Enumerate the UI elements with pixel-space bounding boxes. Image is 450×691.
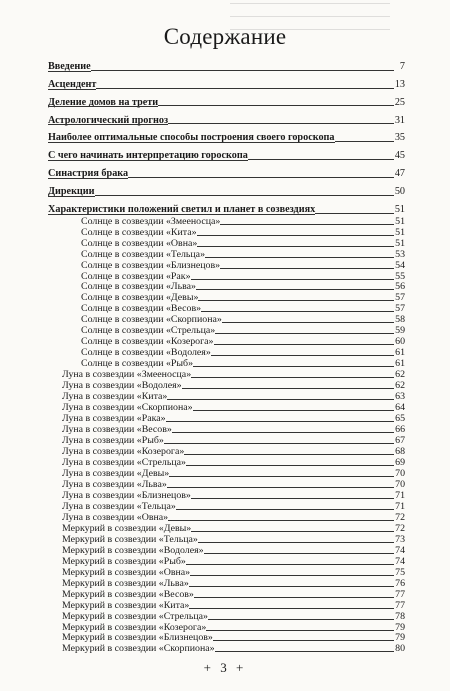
toc-leader [220, 268, 394, 269]
toc-page-number: 51 [394, 204, 405, 215]
toc-main-entry[interactable] [48, 150, 405, 162]
toc-page-number: 80 [395, 643, 405, 655]
toc-page-number: 72 [395, 511, 405, 523]
toc-leader [182, 388, 394, 389]
toc-leader [128, 177, 394, 178]
toc-leader [197, 235, 394, 236]
toc-sub-entry[interactable] [48, 633, 405, 644]
toc-page-number: 71 [395, 500, 405, 512]
toc-page-number: 61 [395, 347, 405, 359]
toc-entry-title: Меркурий в созвездии «Стрельца» [62, 610, 208, 622]
toc-page-number: 68 [395, 446, 405, 457]
toc-page-number: 64 [395, 402, 405, 414]
toc-entry-title: Солнце в созвездии «Весов» [81, 303, 202, 315]
toc-entry-title: Солнце в созвездии «Скорпиона» [81, 314, 222, 326]
toc-entry-title: Меркурий в созвездии «Козерога» [62, 621, 207, 633]
toc-page-number: 50 [394, 186, 405, 198]
toc-sub-entry[interactable] [48, 512, 405, 523]
toc-sub-entry[interactable] [48, 358, 405, 369]
toc-entry-title: Деление домов на трети [48, 96, 159, 108]
toc-leader [214, 344, 395, 345]
toc-page-number: 60 [395, 336, 405, 348]
toc-leader [91, 70, 394, 71]
toc-leader [198, 300, 394, 301]
toc-sub-entry[interactable] [48, 227, 405, 238]
toc-entry-title: Луна в созвездии «Тельца» [62, 500, 176, 512]
toc-page-number: 7 [399, 61, 405, 72]
toc-sub-entry[interactable] [48, 556, 405, 567]
toc-leader [172, 432, 394, 433]
toc-page-number: 70 [395, 467, 405, 479]
toc-sub-entry[interactable] [48, 325, 405, 336]
toc-entry-title: Луна в созвездии «Кита» [62, 391, 168, 403]
toc-entry-title: Луна в созвездии «Близнецов» [62, 489, 191, 501]
toc-entry-title: Меркурий в созвездии «Тельца» [62, 533, 198, 545]
toc-main-entry[interactable] [48, 61, 405, 73]
page-title: Содержание [163, 24, 287, 49]
toc-leader [208, 619, 394, 620]
toc-entry-title: Меркурий в созвездии «Рыб» [62, 555, 186, 567]
toc-sub-entry[interactable] [48, 457, 405, 468]
toc-leader [169, 476, 394, 477]
toc-page-number: 74 [395, 544, 405, 556]
toc-main-entry[interactable] [48, 133, 405, 145]
toc-sub-entry[interactable] [48, 260, 405, 271]
toc-entry-title: Солнце в созвездии «Рак» [81, 270, 191, 282]
toc-entry-title: Дирекции [48, 186, 95, 198]
toc-page-number: 54 [395, 259, 405, 271]
toc-leader [220, 224, 394, 225]
toc-sub-entry[interactable] [48, 424, 405, 435]
toc-leader [189, 586, 394, 587]
toc-page-number: 55 [395, 270, 405, 282]
toc-entry-title: Луна в созвездии «Льва» [62, 478, 167, 490]
toc-leader [167, 399, 394, 400]
toc-page-number: 77 [395, 588, 405, 600]
toc-sub-entry[interactable] [48, 468, 405, 479]
toc-leader [190, 575, 394, 576]
toc-entry-title: Меркурий в созвездии «Весов» [62, 588, 194, 600]
toc-sub-entry[interactable] [48, 490, 405, 501]
toc-entry-title: Меркурий в созвездии «Близнецов» [62, 632, 213, 644]
toc-leader [196, 289, 394, 290]
toc-leader [204, 553, 394, 554]
toc-entry-title: Меркурий в созвездии «Скорпиона» [62, 643, 215, 655]
toc-sub-entry[interactable] [48, 545, 405, 556]
toc-sub-entry[interactable] [48, 501, 405, 512]
toc-page-number: 67 [395, 435, 405, 447]
toc-entry-title: Астрологический прогноз [48, 114, 169, 126]
toc-leader [248, 159, 394, 160]
toc-entry-title: Солнце в созвездии «Козерога» [81, 336, 214, 348]
toc-leader [213, 640, 394, 641]
toc-leader [96, 88, 393, 89]
toc-sub-entry[interactable] [48, 622, 405, 633]
toc-page-number: 78 [395, 610, 405, 622]
toc-page-number: 61 [395, 358, 405, 370]
page-number-footer: + 3 + [203, 660, 247, 675]
toc-entry-title: Солнце в созвездии «Рыб» [81, 358, 194, 370]
toc-page-number: 69 [395, 457, 405, 468]
toc-page-number: 58 [395, 314, 405, 326]
toc-sub-entry[interactable] [48, 567, 405, 578]
toc-page-number: 75 [395, 566, 405, 578]
toc-entry-title: Меркурий в созвездии «Девы» [62, 522, 192, 534]
toc-leader [191, 498, 394, 499]
toc-main-entry[interactable] [48, 204, 405, 216]
toc-entry-title: Луна в созвездии «Водолея» [62, 380, 182, 392]
toc-leader [315, 213, 394, 214]
toc-leader [95, 195, 394, 196]
toc-entry-title: Солнце в созвездии «Овна» [81, 237, 198, 249]
toc-page-number: 79 [395, 632, 405, 644]
toc-leader [206, 630, 394, 631]
toc-sub-entry[interactable] [48, 303, 405, 314]
toc-page-number: 76 [395, 577, 405, 589]
toc-leader [184, 454, 394, 455]
toc-sub-entry[interactable] [48, 249, 405, 260]
toc-sub-entry[interactable] [48, 611, 405, 622]
toc-leader [193, 366, 394, 367]
toc-page-number: 66 [395, 424, 405, 436]
toc-entry-title: Солнце в созвездии «Девы» [81, 292, 199, 304]
toc-sub-entry[interactable] [48, 402, 405, 413]
table-of-contents [48, 61, 405, 654]
toc-leader [215, 651, 394, 652]
toc-sub-entry[interactable] [48, 314, 405, 325]
toc-entry-title: Луна в созвездии «Овна» [62, 511, 169, 523]
toc-page-number: 62 [395, 369, 405, 381]
toc-sub-entry[interactable] [48, 643, 405, 654]
toc-sub-entry[interactable] [48, 271, 405, 282]
toc-entry-title: Солнце в созвездии «Стрельца» [81, 325, 216, 337]
toc-page-number: 71 [395, 489, 405, 501]
toc-entry-title: С чего начинать интерпретацию гороскопа [48, 150, 248, 162]
toc-sub-entry[interactable] [48, 216, 405, 227]
toc-sub-entry[interactable] [48, 292, 405, 303]
toc-sub-entry[interactable] [48, 282, 405, 293]
toc-leader [211, 355, 394, 356]
toc-page-number: 51 [395, 215, 405, 227]
toc-page-number: 79 [395, 621, 405, 633]
toc-page-number: 13 [394, 78, 405, 90]
toc-main-entry[interactable] [48, 168, 405, 180]
toc-page-number: 65 [395, 413, 405, 425]
toc-sub-entry[interactable] [48, 369, 405, 380]
toc-page-number: 51 [395, 237, 405, 249]
toc-entry-title: Луна в созвездии «Змееносца» [62, 369, 192, 381]
toc-sub-entry[interactable] [48, 435, 405, 446]
toc-leader [197, 246, 394, 247]
toc-entry-title: Луна в созвездии «Скорпиона» [62, 402, 193, 414]
toc-leader [191, 531, 394, 532]
toc-entry-title: Солнце в созвездии «Тельца» [81, 248, 206, 260]
toc-entry-title: Асцендент [48, 78, 97, 90]
toc-entry-title: Меркурий в созвездии «Овна» [62, 566, 191, 578]
toc-leader [194, 597, 394, 598]
toc-leader [176, 509, 394, 510]
toc-page-number: 45 [394, 150, 405, 162]
toc-page-number: 31 [394, 114, 405, 126]
toc-entry-title: Синастрия брака [48, 168, 129, 180]
toc-leader [166, 421, 394, 422]
toc-sub-entry[interactable] [48, 413, 405, 424]
toc-page-number: 74 [395, 555, 405, 567]
toc-page-number: 73 [395, 533, 405, 545]
toc-leader [205, 257, 394, 258]
toc-page-number: 56 [395, 281, 405, 293]
toc-leader [164, 443, 394, 444]
toc-sub-entry[interactable] [48, 336, 405, 347]
toc-leader [198, 542, 394, 543]
toc-leader [186, 465, 394, 466]
toc-sub-entry[interactable] [48, 523, 405, 534]
toc-main-entry[interactable] [48, 97, 405, 109]
toc-leader [201, 311, 394, 312]
toc-page-number: 62 [395, 380, 405, 392]
toc-entry-title: Меркурий в созвездии «Водолея» [62, 544, 204, 556]
toc-entry-title: Солнце в созвездии «Водолея» [81, 347, 211, 359]
toc-entry-title: Луна в созвездии «Весов» [62, 424, 172, 436]
toc-entry-title: Наиболее оптимальные способы построения своего гороскопа [48, 132, 335, 144]
toc-sub-entry[interactable] [48, 347, 405, 358]
toc-entry-title: Меркурий в созвездии «Льва» [62, 577, 189, 589]
toc-entry-title: Луна в созвездии «Козерога» [62, 446, 185, 457]
toc-page-number: 70 [395, 478, 405, 490]
toc-page-number: 25 [394, 96, 405, 108]
toc-entry-title: Солнце в созвездии «Кита» [81, 226, 197, 238]
toc-page-number: 72 [395, 522, 405, 534]
toc-sub-entry[interactable] [48, 446, 405, 457]
toc-sub-entry[interactable] [48, 600, 405, 611]
toc-page-number: 57 [395, 303, 405, 315]
toc-entry-title: Солнце в созвездии «Близнецов» [81, 259, 221, 271]
toc-leader [167, 487, 394, 488]
toc-entry-title: Солнце в созвездии «Льва» [81, 281, 196, 293]
toc-entry-title: Меркурий в созвездии «Кита» [62, 599, 190, 611]
toc-page-number: 47 [394, 168, 405, 180]
toc-page-number: 59 [395, 325, 405, 337]
toc-page-number: 77 [395, 599, 405, 611]
toc-entry-title: Луна в созвездии «Девы» [62, 467, 170, 479]
toc-leader [191, 377, 394, 378]
toc-entry-title: Луна в созвездии «Рака» [62, 413, 166, 425]
toc-leader [189, 608, 394, 609]
toc-leader [335, 141, 394, 142]
toc-sub-entry[interactable] [48, 589, 405, 600]
toc-leader [158, 105, 394, 106]
toc-entry-title: Введение [48, 61, 91, 72]
toc-leader [186, 564, 394, 565]
toc-leader [168, 123, 394, 124]
toc-sub-entry[interactable] [48, 534, 405, 545]
toc-leader [222, 322, 394, 323]
toc-sub-entry[interactable] [48, 479, 405, 490]
toc-entry-title: Характеристики положений светил и планет в созвездиях [48, 204, 316, 215]
toc-leader [215, 333, 394, 334]
toc-entry-title: Луна в созвездии «Стрельца» [62, 457, 186, 468]
toc-entry-title: Луна в созвездии «Рыб» [62, 435, 164, 447]
toc-leader [168, 520, 394, 521]
toc-sub-entry[interactable] [48, 578, 405, 589]
toc-main-entry[interactable] [48, 186, 405, 198]
toc-main-entry[interactable] [48, 79, 405, 91]
toc-page-number: 63 [395, 391, 405, 403]
toc-sub-entry[interactable] [48, 238, 405, 249]
toc-page-number: 57 [395, 292, 405, 304]
toc-entry-title: Солнце в созвездии «Змееносца» [81, 215, 221, 227]
toc-page-number: 51 [395, 226, 405, 238]
toc-sub-entry[interactable] [48, 391, 405, 402]
toc-page-number: 53 [395, 248, 405, 260]
toc-main-entry[interactable] [48, 115, 405, 127]
toc-page-number: 35 [394, 132, 405, 144]
toc-sub-entry[interactable] [48, 380, 405, 391]
toc-leader [193, 410, 394, 411]
toc-leader [191, 279, 394, 280]
